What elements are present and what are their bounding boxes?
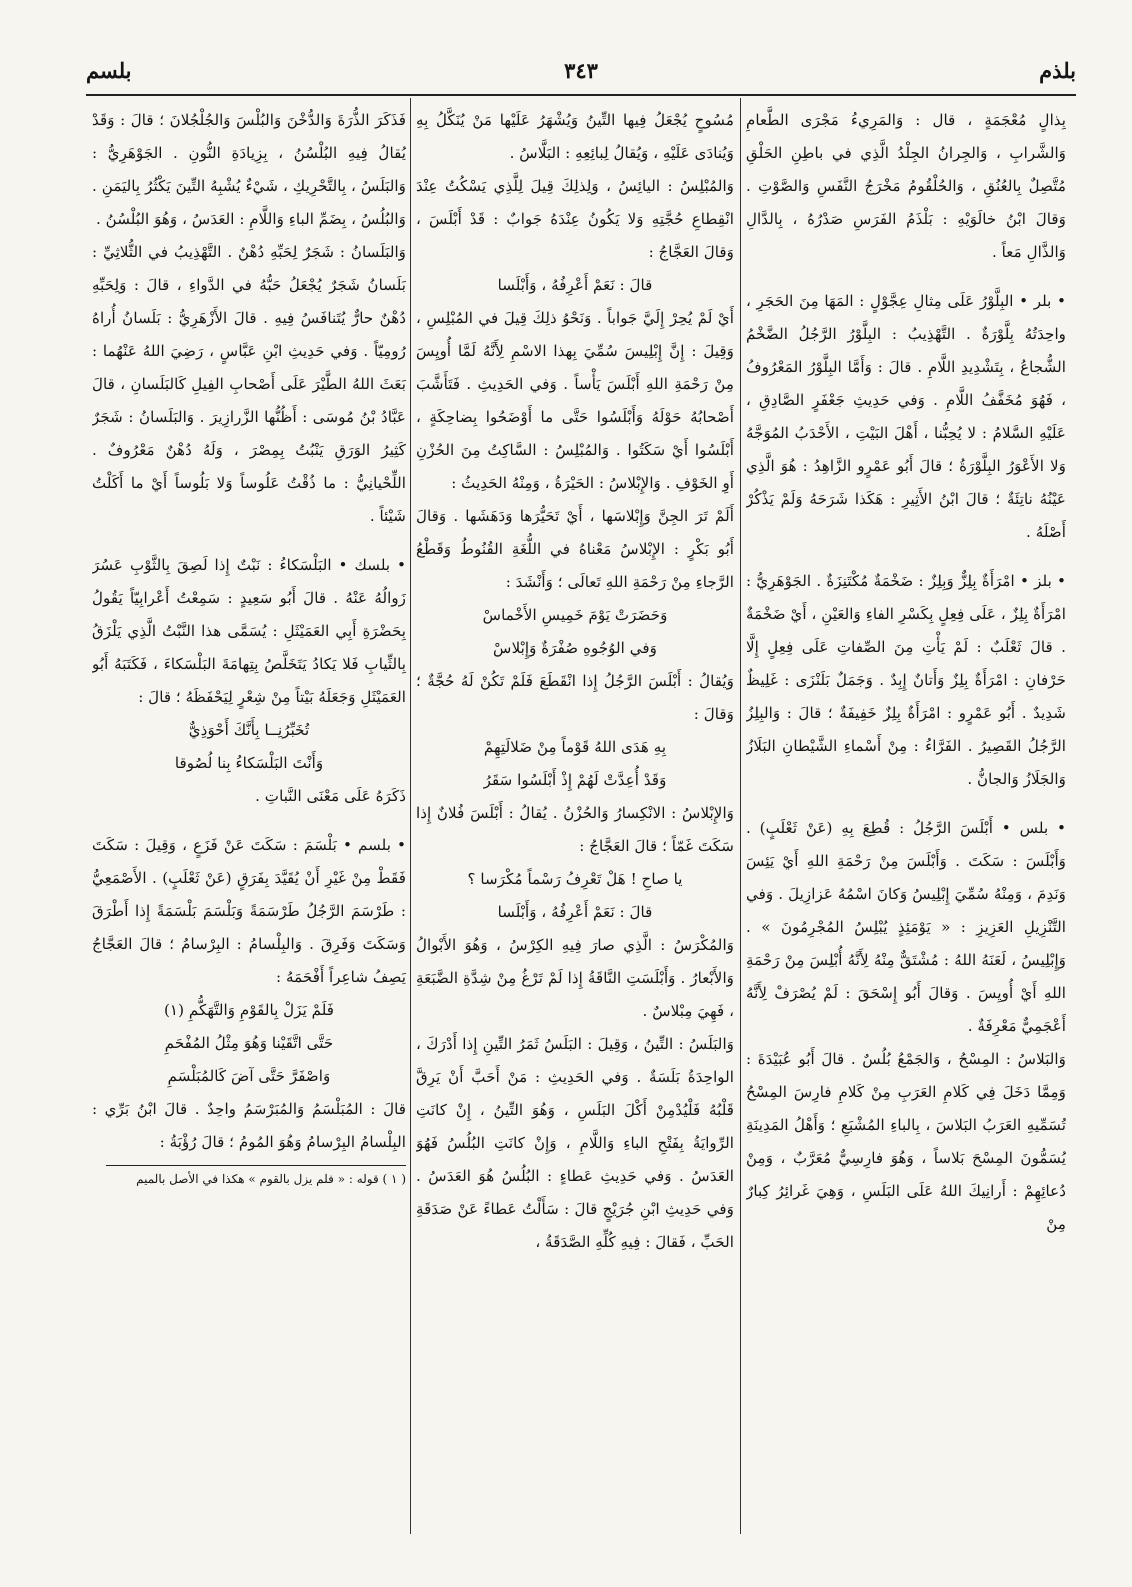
- paragraph: • بلسم • بَلْسَمَ : سَكَتَ عَنْ فَزَعٍ ، وَقِيلَ : سَكَتَ فَقَطْ مِنْ غَيْرِ أَنْ يُقَيَّدَ بِفَرَقٍ (عَنْ ثَعْلَبٍ) . الأَصْمَعِيُّ : طَرْسَمَ الرَّجُلُ طَرْسَمَةً وَبَلْسَمَ بَلْسَمَةً إِذا أَطْرَقَ وَسَكَتَ وَفَرِقَ . وَالبِلْسامُ : البِرْسامُ ؛ قالَ العَجَّاجُ يَصِفُ شاعِراً أَفْحَمَهُ :: [92, 836, 406, 986]
- column-middle: [416, 104, 734, 1534]
- header-rule: [86, 94, 1076, 96]
- column-divider-left: [410, 98, 411, 1534]
- paragraph: وَالبَلَسانُ : شَجَرٌ لِحَبِّهِ دُهْنٌ . التَّهْذِيبُ في الثُّلاثِيِّ : بَلَسانُ شَجَرٌ يُجْعَلُ حَبُّهُ في الدَّواءِ ، قالَ : وَلِحَبِّهِ دُهْنٌ حارٌّ يُتَنافَسُ فِيهِ . قالَ الأَزْهَرِيُّ : بَلَسانُ أُراهُ رُومِيّاً . وَفي حَدِيثِ ابْنِ عَبَّاسٍ ، رَضِيَ اللهُ عَنْهُما : بَعَثَ اللهُ الطَّيْرَ عَلَى أَصْحابِ الفِيلِ كَالبَلَسانِ ، قالَ عَبَّادُ بْنُ مُوسَى : أَظُنُّها الزَّرازِيرَ . وَالبَلَسانُ : شَجَرٌ كَثِيرُ الوَرَقِ يَنْبُتُ بِمِصْرَ ، وَلَهُ دُهْنٌ مَعْرُوفٌ . اللِّحْيانِيُّ : ما ذُقْتُ عَلُوساً وَلا بَلُوساً أَيْ ما أَكَلْتُ شَيْئاً .: [92, 243, 406, 525]
- verse-line: بِهِ هَدَى اللهُ قَوْماً مِنْ ضَلالَتِهِمْ: [483, 738, 667, 756]
- column-right: [746, 104, 1066, 1534]
- header-left-word: بلسم: [86, 58, 132, 83]
- paragraph: • بلسك • البَلْسَكاءُ : نَبْتٌ إِذا لَصِقَ بِالثَّوْبِ عَسُرَ زَوالُهُ عَنْهُ . قالَ أَبُو سَعِيدٍ : سَمِعْتُ أَعْرابِيّاً يَقُولُ بِحَضْرَةِ أَبِي العَمَيْثَلِ : يُسَمَّى هذا النَّبْتُ الَّذِي يَلْزَقُ بِالثِّيابِ فَلا يَكادُ يَتَخَلَّصُ بِتِهامَةَ البَلْسَكاءَ ، فَكَتَبَهُ أَبُو العَمَيْثَلِ وَجَعَلَهُ بَيْتاً مِنْ شِعْرٍ لِيَحْفَظَهُ ؛ قالَ :: [92, 556, 406, 706]
- paragraph: وَيُقالُ : أَبْلَسَ الرَّجُلُ إِذا انْقَطَعَ فَلَمْ تَكُنْ لَهُ حُجَّةٌ ؛ وَقالَ :: [416, 672, 734, 723]
- verse-line: وَاصْفَرَّ حَتَّى آضَ كَالمُبَلْسَمِ: [167, 1067, 331, 1085]
- verse-line: فَلَمْ يَزَلْ بِالقَوْمِ وَالتَّهَكُّمِ (١): [163, 1001, 335, 1019]
- column-divider-right: [740, 98, 741, 1534]
- verse-line: وَحَضَرَتْ يَوْمَ خَمِيسِ الأَخْماسْ: [482, 606, 668, 624]
- paragraph: وَالمُكْرَسُ : الَّذِي صارَ فِيهِ الكِرْسُ ، وَهُوَ الأَبْوالُ وَالأَبْعارُ . وَأَبْلَسَتِ النَّاقَةُ إِذا لَمْ تَرْغُ مِنْ شِدَّةِ الضَّبَعَةِ ، فَهِيَ مِبْلاسٌ .: [416, 936, 734, 1020]
- paragraph: قالَ : المُبَلْسَمُ وَالمُبَرْسَمُ واحِدٌ . قالَ ابْنُ بَرِّي : البِلْسامُ البِرْسامُ وَهُوَ المُومُ ؛ قالَ رُؤْبَةُ :: [92, 1100, 406, 1151]
- page-number: ٣٤٣: [564, 58, 598, 83]
- verse-line: وَفي الوُجُوهِ صُفْرَةٌ وَإِبْلاسْ: [493, 639, 657, 657]
- column-left: [92, 104, 406, 1534]
- footnote: ( ١ ) قوله : « فلم يزل بالقوم » هكذا في الأصل بالميم: [136, 1172, 406, 1186]
- verse-line: قالَ : نَعَمْ أَعْرِفُهُ ، وَأَبْلَسا: [497, 276, 653, 294]
- paragraph: مُسُوحٍ يُجْعَلُ فِيها التِّينُ وَيُشْهَرُ عَلَيْها مَنْ يُنَكَّلُ بِهِ وَيُنادَى عَلَيْهِ ، وَيُقالُ لِبائِعِهِ : البَلَّاسُ .: [416, 111, 734, 162]
- footnote-rule: [106, 1165, 406, 1166]
- paragraph: وَالبَلاسُ : المِسْحُ ، وَالجَمْعُ بُلُسٌ . قالَ أَبُو عُبَيْدَةَ : وَمِمَّا دَخَلَ فِي كَلامِ العَرَبِ مِنْ كَلامِ فارِسَ المِسْحُ تُسَمِّيهِ العَرَبُ البَلاسَ ، بِالباءِ المُشْبَعِ ؛ وَأَهْلُ المَدِينَةِ يُسَمُّونَ المِسْحَ بَلاساً ، وَهُوَ فارِسِيٌّ مُعَرَّبٌ ، وَمِنْ دُعائِهِمْ : أَرانِيكَ اللهُ عَلَى البَلَسِ ، وَهِيَ غَرائِرُ كِبارٌ مِنْ: [746, 1050, 1066, 1233]
- paragraph: أَلَمْ تَرَ الجِنَّ وَإِبْلاسَها ، أَيْ تَحَيُّرَها وَدَهَشَها . وَقالَ أَبُو بَكْرٍ : الإِبْلاسُ مَعْناهُ في اللُّغَةِ القُنُوطُ وَقَطْعُ الرَّجاءِ مِنْ رَحْمَةِ اللهِ تَعالَى ؛ وَأَنْشَدَ :: [416, 507, 734, 591]
- verse-line: وَأَنْتَ البَلْسَكاءُ بِنا لُصُوقا: [174, 754, 324, 772]
- paragraph: وَالبَلَسُ : التِّينُ ، وَقِيلَ : البَلَسُ ثَمَرُ التِّينِ إِذا أَدْرَكَ ، الواحِدَةُ بَلَسَةٌ . وَفي الحَدِيثِ : مَنْ أَحَبَّ أَنْ يَرِقَّ قَلْبُهُ فَلْيُدْمِنْ أَكْلَ البَلَسِ ، وَهُوَ التِّينُ ، إِنْ كانَتِ الرِّوايَةُ بِفَتْحِ الباءِ وَاللَّامِ ، وَإِنْ كانَتِ البُلُسُ فَهُوَ العَدَسُ . وَفي حَدِيثِ عَطاءٍ : البُلُسُ هُوَ العَدَسُ . وَفي حَدِيثِ ابْنِ جُرَيْجٍ قالَ : سَأَلْتُ عَطاءً عَنْ صَدَقَةِ الحَبِّ ، فَقالَ : فِيهِ كُلِّهِ الصَّدَقَةُ ،: [416, 1035, 734, 1251]
- paragraph: بِذالٍ مُعْجَمَةٍ ، قال : وَالمَرِيءُ مَجْرَى الطَّعامِ وَالشَّرابِ ، وَالجِرانُ الجِلْدُ الَّذِي في باطِنِ الحَلْقِ مُتَّصِلٌ بِالعُنُقِ ، وَالحُلْقُومُ مَخْرَجُ النَّفَسِ وَالصَّوْتِ . وَقالَ ابْنُ خالَوَيْهِ : بَلْذَمُ الفَرَسِ صَدْرُهُ ، بِالدَّالِ وَالذَّالِ مَعاً .: [746, 111, 1066, 261]
- verse-line: حَتَّى اتَّقَيْنا وَهُوَ مِثْلُ المُفْحَمِ: [164, 1034, 334, 1052]
- verse-line: وَقَدْ أُعِدَّتْ لَهُمْ إِذْ أَبْلَسُوا سَقَرُ: [483, 771, 667, 789]
- paragraph: وَالإِبْلاسُ : الانْكِسارُ وَالحُزْنُ . يُقالُ : أَبْلَسَ فُلانٌ إِذا سَكَتَ غَمّاً ؛ قالَ العَجَّاجُ :: [416, 804, 734, 855]
- paragraph: • بلس • أَبْلَسَ الرَّجُلُ : قُطِعَ بِهِ (عَنْ ثَعْلَبٍ) . وَأَبْلَسَ : سَكَتَ . وَأَبْلَسَ مِنْ رَحْمَةِ اللهِ أَيْ يَئِسَ وَنَدِمَ ، وَمِنْهُ سُمِّيَ إِبْلِيسُ وَكانَ اسْمُهُ عَزازِيلَ . وَفي التَّنْزِيلِ العَزِيزِ : « يَوْمَئِذٍ يُبْلِسُ المُجْرِمُونَ » . وَإِبْلِيسُ ، لَعَنَهُ اللهُ : مُشْتَقٌّ مِنْهُ لِأَنَّهُ أُبْلِسَ مِنْ رَحْمَةِ اللهِ أَيْ أُويِسَ . وَقالَ أَبُو إِسْحَقَ : لَمْ يُصْرَفْ لِأَنَّهُ أَعْجَمِيٌّ مَعْرِفَةٌ .: [746, 819, 1066, 1035]
- header-right-word: بلذم: [1039, 58, 1076, 83]
- verse-line: قالَ : نَعَمْ أَعْرِفُهُ ، وَأَبْلَسا: [497, 903, 653, 921]
- paragraph: فَذَكَرَ الذُّرَةَ وَالدُّخْنَ وَالبُلْسَ وَالجُلْجُلانَ ؛ قالَ : وَقَدْ يُقالُ فِيهِ البُلْسُنُ ، بِزِيادَةِ النُّونِ . الجَوْهَرِيُّ : وَالبَلَسُ ، بِالتَّحْرِيكِ ، شَيْءٌ يُشْبِهُ التِّينَ يَكْثُرُ بِاليَمَنِ . وَالبُلُسُ ، بِضَمِّ الباءِ وَاللَّامِ : العَدَسُ ، وَهُوَ البُلْسُنُ .: [92, 111, 406, 228]
- paragraph: • بلز • امْرَأَةٌ بِلِزٌّ وَبِلِزٌ : ضَخْمَةٌ مُكْتَنِزَةٌ . الجَوْهَرِيُّ : امْرَأَةٌ بِلِزٌ ، عَلَى فِعِلٍ بِكَسْرِ الفاءِ وَالعَيْنِ ، أَيْ ضَخْمَةٌ . قالَ ثَعْلَبٌ : لَمْ يَأْتِ مِنَ الصِّفاتِ عَلَى فِعِلٍ إِلَّا حَرْفانِ : امْرَأَةٌ بِلِزٌ وَأَتانٌ إِبِدٌ . وَجَمَلٌ بَلَنْزَى : غَلِيظٌ شَدِيدٌ . أَبُو عَمْرٍو : امْرَأَةٌ بِلِزٌ خَفِيفَةٌ ؛ قالَ : وَالبِلِزُ الرَّجُلُ القَصِيرُ . الفَرَّاءُ : مِنْ أَسْماءِ الشَّيْطانِ البَلَازُ وَالجَلَازُ وَالجانُّ .: [746, 572, 1066, 788]
- verse-line: يا صاحِ ! هَلْ تَعْرِفُ رَسْماً مُكْرَسا ؟: [467, 870, 683, 888]
- paragraph: ذَكَرَهُ عَلَى مَعْنَى النَّباتِ .: [255, 787, 406, 805]
- paragraph: • بلر • البِلَّوْرُ عَلَى مِثالِ عِجَّوْلٍ : المَهَا مِنَ الحَجَرِ ، واحِدَتُهُ بِلَّوْرَةٌ . التَّهْذِيبُ : البِلَّوْرُ الرَّجُلُ الضَّخْمُ الشُّجاعُ ، بِتَشْدِيدِ اللَّامِ . قالَ : وَأَمَّا البِلَّوْرُ المَعْرُوفُ ، فَهُوَ مُخَفَّفُ اللَّامِ . وَفي حَدِيثِ جَعْفَرٍ الصَّادِقِ ، عَلَيْهِ السَّلامُ : لا يُحِبُّنا ، أَهْلَ البَيْتِ ، الأَحْدَبُ المُوَجَّهُ وَلا الأَعْوَرُ البِلَّوْرَةُ ؛ قالَ أَبُو عَمْرٍو الزَّاهِدُ : هُوَ الَّذِي عَيْنُهُ ناتِئَةٌ ؛ قالَ ابْنُ الأَثِيرِ : هَكَذا شَرَحَهُ وَلَمْ يَذْكُرْ أَصْلَهُ .: [746, 292, 1066, 541]
- paragraph: وَالمُبْلِسُ : اليائِسُ ، وَلِذلِكَ قِيلَ لِلَّذِي يَسْكُتُ عِنْدَ انْقِطاعِ حُجَّتِهِ وَلا يَكُونُ عِنْدَهُ جَوابٌ : قَدْ أَبْلَسَ ، وَقالَ العَجَّاجُ :: [416, 177, 734, 261]
- verse-line: تُخَبِّرُنِــا بِأَنَّكَ أَحْوَذِيٌّ: [188, 721, 310, 739]
- page-header: [86, 58, 1076, 92]
- paragraph: أَيْ لَمْ يُحِرْ إِلَيَّ جَواباً . وَنَحْوُ ذلِكَ قِيلَ في المُبْلِسِ ، وَقِيلَ : إِنَّ إِبْلِيسَ سُمِّيَ بِهذا الاسْمِ لِأَنَّهُ لَمَّا أُويِسَ مِنْ رَحْمَةِ اللهِ أَبْلَسَ يَأْساً . وَفي الحَدِيثِ . فَتَأَشَّبَ أَصْحابُهُ حَوْلَهُ وَأَبْلَسُوا حَتَّى ما أَوْضَحُوا بِضاحِكَةٍ ، أَبْلَسُوا أَيْ سَكَتُوا . وَالمُبْلِسُ : السَّاكِتُ مِنَ الحُزْنِ أَوِ الخَوْفِ . وَالإِبْلاسُ : الحَيْرَةُ ، وَمِنْهُ الحَدِيثُ :: [416, 309, 734, 492]
